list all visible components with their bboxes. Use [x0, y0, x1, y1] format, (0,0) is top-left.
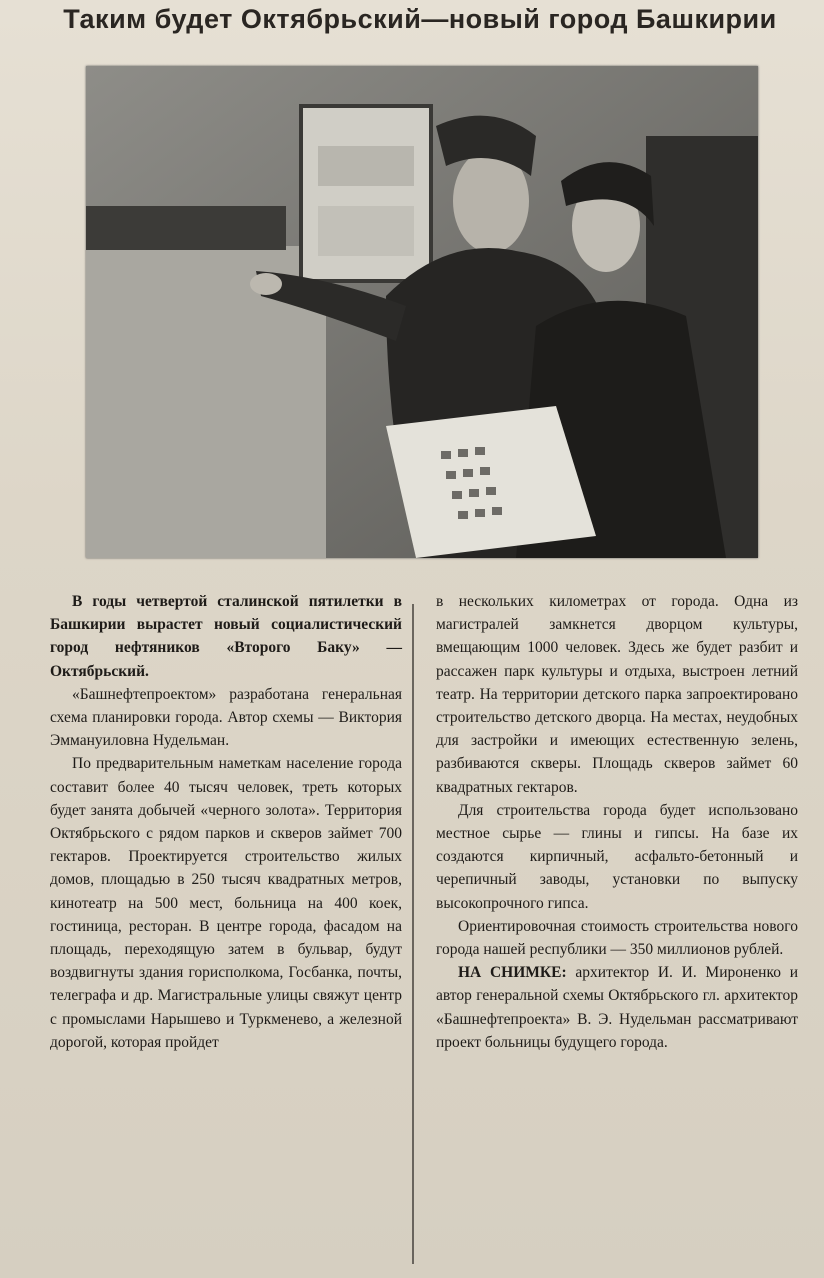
article-left-column [50, 590, 402, 1054]
article-paragraph: По предварительным наметкам население города составит более 40 тысяч человек, треть которых будет занята добычей «черного золота». Территория Октябрьского с рядом парков и скверов займет 700 гектаров. Проектируется строительство жилых домов, площадью в 250 тысяч квадратных метров, кинотеатр на 500 мест, больница на 400 коек, гостиница, ресторан. В центре города, фасадом на площадь, переходящую затем в бульвар, будут воздвигнуты здания горисполкома, Госбанка, почты, телеграфа и др. Магистральные улицы свяжут центр с промыслами Нарышево и Туркменево, а железной дорогой, которая пройдет [50, 755, 402, 1051]
article-right-column [436, 590, 798, 1054]
headline: Таким будет Октябрьский—новый город Башкирии [63, 4, 777, 34]
photo-caption [436, 961, 798, 1054]
column-divider [412, 604, 414, 1264]
photo-architects-with-plan [86, 66, 758, 558]
caption-label: НА СНИМКЕ: [458, 964, 567, 982]
article-paragraph: Для строительства города будет использовано местное сырье — глины и гипсы. На базе их создаются кирпичный, асфальто-бетонный и черепичный заводы, установки по выпуску высокопрочного гипса. [436, 801, 798, 912]
article-paragraph: Ориентировочная стоимость строительства нового города нашей республики — 350 миллионов рублей. [436, 917, 798, 959]
caption-text: архитектор И. И. Мироненко и автор генеральной схемы Октябрьского гл. архитектор «Башнефтепроекта» В. Э. Нудельман рассматривают проект больницы будущего города. [436, 964, 798, 1051]
article-paragraph: в нескольких километрах от города. Одна из магистралей замкнется дворцом культуры, вмещающим 1000 человек. Здесь же будет разбит и рассажен парк культуры и отдыха, выстроен летний театр. На территории детского парка запроектировано строительство детского дворца. На местах, неудобных для застройки и имеющих естественную зелень, разбиваются скверы. Площадь скверов займет 60 квадратных гектаров. [436, 593, 798, 796]
article-paragraph: «Башнефтепроектом» разработана генеральная схема планировки города. Автор схемы — Виктория Эммануиловна Нудельман. [50, 685, 402, 750]
article-paragraph-lead: В годы четвертой сталинской пятилетки в Башкирии вырастет новый социалистический город нефтяников «Второго Баку» — Октябрьский. [50, 593, 402, 680]
photo-illustration [86, 66, 758, 558]
